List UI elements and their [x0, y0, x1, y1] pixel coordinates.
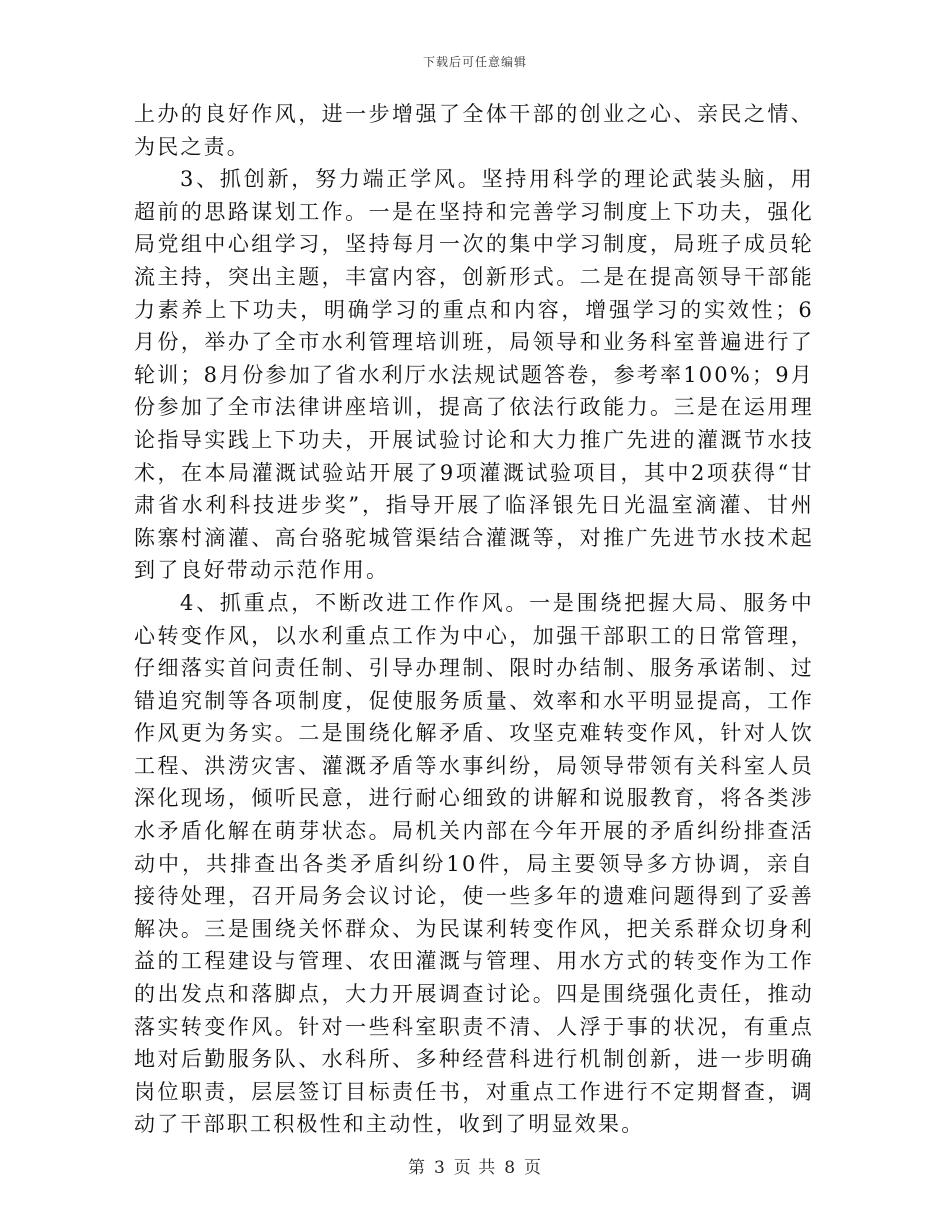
footer-prefix: 第	[407, 1158, 426, 1178]
total-pages-number: 8	[504, 1158, 517, 1178]
footer-mid: 页 共	[453, 1158, 497, 1178]
paragraph-continuation: 上办的良好作风，进一步增强了全体干部的创业之心、亲民之情、为民之责。	[134, 102, 814, 159]
paragraph-item-3: 3、抓创新，努力端正学风。坚持用科学的理论武装头脑，用超前的思路谋划工作。一是在坚持和完善学习制度上下功夫，强化局党组中心组学习，坚持每月一次的集中学习制度，局班子成员轮流主持，突出主题，丰富内容，创新形式。二是在提高领导干部能力素养上下功夫，明确学习的重点和内容，增强学习的实效性；6月份，举办了全市水利管理培训班，局领导和业务科室普遍进行了轮训；8月份参加了省水利厅水法规试题答卷，参考率100%；9月份参加了全市法律讲座培训，提高了依法行政能力。三是在运用理论指导实践上下功夫，开展试验讨论和大力推广先进的灌溉节水技术，在本局灌溉试验站开展了9项灌溉试验项目，其中2项获得“甘肃省水利科技进步奖”，指导开展了临泽银先日光温室滴灌、甘州陈寨村滴灌、高台骆驼城管渠结合灌溉等，对推广先进节水技术起到了良好带动示范作用。	[134, 167, 814, 583]
page-header-note: 下载后可任意编辑	[422, 55, 527, 69]
current-page-number: 3	[433, 1158, 446, 1178]
paragraph-item-4: 4、抓重点，不断改进工作作风。一是围绕把握大局、服务中心转变作风，以水利重点工作为中心，加强干部职工的日常管理，仔细落实首问责任制、引导办理制、限时办结制、服务承诺制、过错追究制等各项制度，促使服务质量、效率和水平明显提高，工作作风更为务实。二是围绕化解矛盾、攻坚克难转变作风，针对人饮工程、洪涝灾害、灌溉矛盾等水事纠纷，局领导带领有关科室人员深化现场，倾听民意，进行耐心细致的讲解和说服教育，将各类涉水矛盾化解在萌芽状态。局机关内部在今年开展的矛盾纠纷排查活动中，共排查出各类矛盾纠纷10件，局主要领导多方协调，亲自接待处理，召开局务会议讨论，使一些多年的遗难问题得到了妥善解决。三是围绕关怀群众、为民谋利转变作风，把关系群众切身利益的工程建设与管理、农田灌溉与管理、用水方式的转变作为工作的出发点和落脚点，大力开展调查讨论。四是围绕强化责任，推动落实转变作风。针对一些科室职责不清、人浮于事的状况，有重点地对后勤服务队、水科所、多种经营科进行机制创新，进一步明确岗位职责，层层签订目标责任书，对重点工作进行不定期督查，调动了干部职工积极性和主动性，收到了明显效果。	[134, 590, 814, 1137]
document-body	[134, 98, 814, 1141]
page-number-footer	[0, 1153, 950, 1178]
footer-suffix: 页	[524, 1158, 543, 1178]
